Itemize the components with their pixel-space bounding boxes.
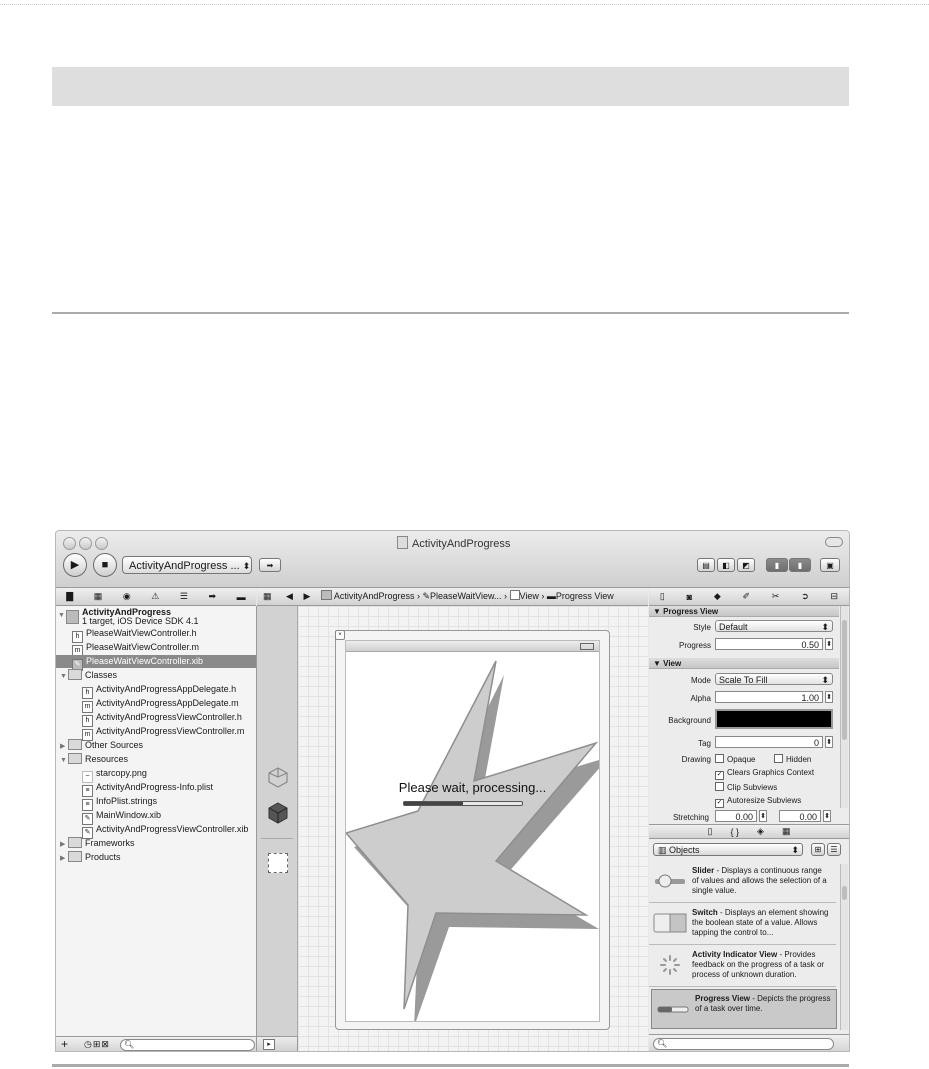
folder-icon[interactable]: ▇ [66,591,74,601]
list-item-selected[interactable]: ✎ PleaseWaitViewController.xib [56,655,256,668]
xib-crumb-icon: ✎ [422,591,430,601]
xib-file-icon: ✎ [72,659,83,671]
search-icon: 🔍︎ [657,1039,668,1048]
list-item[interactable]: ✎ MainWindow.xib [82,809,161,822]
standard-editor-button[interactable] [697,558,715,572]
spinner-thumbnail-icon [653,954,687,976]
folder-icon [68,739,82,750]
disclosure-closed-icon: ▶ [60,841,66,848]
file-template-icon[interactable]: ▯ [707,826,713,836]
version-editor-button[interactable] [737,558,755,572]
media-library-icon[interactable]: ▦ [781,826,791,836]
progress-value-field[interactable]: 0.50 [715,638,823,650]
bottom-rule [52,1064,849,1067]
list-item[interactable]: h ActivityAndProgressViewController.h [82,711,242,724]
battery-icon [580,643,594,650]
bindings-inspector-icon[interactable]: ⊟ [830,591,839,601]
progress-crumb-icon: ▬ [546,591,556,601]
library-scroll-knob[interactable] [842,886,847,900]
attributes-inspector-icon[interactable]: ✐ [742,591,751,601]
progress-stepper[interactable]: ⬍ [825,638,833,650]
group-row[interactable]: ▼ Classes [60,669,117,682]
strings-file-icon: ≡ [82,799,93,811]
warning-icon[interactable]: ⚠ [151,591,160,601]
project-subtitle: 1 target, iOS Device SDK 4.1 [82,616,199,626]
clip-subviews-checkbox[interactable]: Clip Subviews [715,782,777,792]
inspector-scrollbar[interactable] [840,606,848,808]
plist-file-icon: ≡ [82,785,93,797]
progress-label: Progress [678,641,711,650]
disclosure-open-icon: ▼ [60,757,67,764]
list-item[interactable]: ≡ InfoPlist.strings [82,795,157,808]
connections-inspector-icon[interactable]: ➲ [801,591,809,601]
forward-arrow-icon[interactable]: ▶ [303,591,311,601]
list-icon: ☰ [830,845,838,854]
utilities-area [649,588,849,1051]
style-popup[interactable]: Default ⬍ [715,620,833,632]
assistant-editor-button[interactable] [717,558,735,572]
navigator-selector-bar [56,588,256,606]
ib-canvas [298,606,648,1051]
library-filter-bar [649,1034,849,1052]
library-item-activity-indicator[interactable]: Activity Indicator View - Provides feedback on the progress of a task or process of unknown duration. [649,946,836,987]
library-item-switch[interactable]: Switch - Displays an element showing the boolean state of a value. Allows tapping the control to... [649,904,836,945]
list-item[interactable]: ~ starcopy.png [82,767,147,780]
xib-file-icon: ✎ [82,813,93,825]
progress-view-section-header[interactable]: ▼ Progress View [649,606,839,617]
device-screen [345,640,600,1022]
switch-thumbnail-icon [653,912,687,934]
breakpoint-icon: ➡ [266,561,274,570]
size-inspector-icon[interactable]: ✂ [771,591,780,601]
implementation-file-icon: m [82,701,93,713]
breadcrumb-progress-view[interactable]: Progress View [555,591,614,601]
project-doc-icon [397,536,408,549]
group-row[interactable]: ▶ Other Sources [60,739,143,752]
xcode-window [55,530,850,1052]
organizer-button[interactable] [820,558,840,572]
object-library-icon[interactable]: ◈ [757,826,764,836]
project-icon [66,610,79,624]
minimize-window-button[interactable] [79,537,92,550]
code-snippet-icon[interactable]: { } [730,826,740,837]
disclosure-closed-icon: ▶ [60,855,66,862]
popup-arrows-icon: ⬍ [821,675,829,685]
play-icon: ▶ [70,559,80,571]
view-crumb-icon [510,590,520,600]
filter-icons[interactable]: ◷⊞⊠ [84,1039,110,1049]
breakpoint-icon[interactable]: ➡ [208,591,217,601]
library-item-progress-view[interactable]: Progress View - Depicts the progress of a task over time. [651,989,837,1029]
view-object-icon[interactable] [268,853,288,873]
dotted-top-border [0,4,929,5]
library-selector-bar [649,824,849,839]
disclosure-open-icon: ▼ [58,612,65,619]
expand-dock-icon[interactable]: ▸ [263,1039,275,1050]
toolbar-toggle-button[interactable] [825,537,843,547]
opaque-checkbox[interactable]: Opaque [715,754,755,764]
project-crumb-icon [321,590,332,600]
folder-icon [68,753,82,764]
add-button[interactable]: + [61,1037,69,1051]
stretch-y-stepper[interactable]: ⬍ [823,810,831,822]
progress-bar[interactable] [403,801,523,806]
checkmark-icon: ✓ [716,799,723,806]
library-search-field[interactable] [653,1038,834,1050]
group-row[interactable]: ▶ Frameworks [60,837,135,850]
popup-arrows-icon: ⬍ [791,845,799,855]
stretch-x-field[interactable]: 0.00 [715,810,757,822]
project-name: ActivityAndProgress [82,607,172,617]
window-title: ActivityAndProgress [397,536,510,550]
utilities-view-toggle[interactable] [789,558,811,572]
library-scrollbar[interactable] [840,864,848,1030]
autoresize-subviews-checkbox[interactable]: ✓ Autoresize Subviews [716,796,802,806]
disclosure-open-icon: ▼ [60,673,67,680]
navigator-search-field[interactable] [120,1039,255,1051]
progress-fill [404,802,463,805]
group-row[interactable]: ▶ Products [60,851,121,864]
implementation-file-icon: m [72,645,83,657]
view-section-header[interactable]: ▼ View [649,658,839,669]
close-window-button[interactable] [63,537,76,550]
breadcrumb-xib[interactable]: PleaseWaitView... [430,591,502,601]
header-file-icon: h [82,687,93,699]
project-navigator [56,606,257,1036]
identity-inspector-icon[interactable]: ◆ [713,591,721,601]
list-item[interactable]: h PleaseWaitViewController.h [72,627,197,640]
run-button[interactable] [63,553,87,577]
drawing-label: Drawing [681,755,711,764]
mode-popup[interactable]: Scale To Fill ⬍ [715,673,833,685]
quick-help-icon[interactable]: ◙ [686,591,693,602]
stop-icon: ■ [101,559,109,571]
placeholder-cube-icon[interactable] [267,766,289,788]
tag-field[interactable]: 0 [715,736,823,748]
first-responder-cube-icon[interactable] [267,801,289,825]
library-filter-popup[interactable]: ▥ Objects ⬍ [653,843,803,856]
wait-message-label: Please wait, processing... [398,780,547,795]
alpha-stepper[interactable]: ⬍ [825,691,833,703]
ib-dock [257,606,298,1036]
list-item[interactable]: m PleaseWaitViewController.m [72,641,199,654]
objects-icon: ▥ [658,845,667,855]
right-panel-icon: ▮ [797,561,803,570]
folder-icon [68,669,82,680]
header-band [52,67,849,106]
list-icon[interactable]: ☰ [179,591,188,601]
disclosure-closed-icon: ▶ [60,743,66,750]
tag-label: Tag [698,739,711,748]
breadcrumb-project[interactable]: ActivityAndProgress [333,591,415,601]
grid-icon: ⊞ [814,845,822,854]
search-icon: 🔍︎ [124,1040,135,1049]
alpha-label: Alpha [690,694,711,703]
library-item-slider[interactable]: Slider - Displays a continuous range of values and allows the selection of a single value. [649,862,836,903]
zoom-window-button[interactable] [95,537,108,550]
inspector-selector-bar [649,588,849,606]
back-arrow-icon[interactable]: ◀ [286,591,293,601]
navigator-filter-bar [56,1036,257,1052]
list-item[interactable]: m ActivityAndProgressAppDelegate.m [82,697,239,710]
hidden-checkbox[interactable]: Hidden [774,754,811,764]
folder-icon [68,837,82,848]
file-inspector-icon[interactable]: ▯ [659,591,665,601]
background-label: Background [668,716,711,725]
checkmark-icon: ✓ [716,771,723,778]
list-item[interactable]: ✎ ActivityAndProgressViewController.xib [82,823,248,836]
icon-view-button[interactable] [811,843,825,856]
editor-assistant-icon: ◧ [722,561,730,570]
slider-thumbnail-icon [653,870,687,892]
progress-thumbnail-icon [656,998,690,1020]
image-file-icon: ~ [82,771,93,783]
background-color-well[interactable] [715,709,833,729]
header-file-icon: h [82,715,93,727]
style-label: Style [693,623,711,632]
list-item[interactable]: h ActivityAndProgressAppDelegate.h [82,683,236,696]
breakpoints-button[interactable] [259,558,281,572]
toolbar [56,531,849,588]
folder-icon [68,851,82,862]
view-frame[interactable] [335,630,610,1030]
navigator-view-toggle[interactable] [766,558,788,572]
jump-bar [257,588,648,606]
divider-rule [52,312,849,314]
star-image [346,651,599,1021]
list-item[interactable]: m ActivityAndProgressViewController.m [82,725,244,738]
group-row[interactable]: ▼ Resources [60,753,128,766]
breadcrumb: ActivityAndProgress › ✎PleaseWaitView... › View › ▬Progress View [321,591,614,601]
editor-version-icon: ◩ [742,561,750,570]
symbol-icon[interactable]: ▦ [93,591,103,601]
project-row[interactable] [58,606,199,626]
dock-separator [261,838,293,839]
xib-file-icon: ✎ [82,827,93,839]
close-icon[interactable]: × [335,630,345,640]
grid-icon[interactable]: ▦ [263,591,272,601]
search-icon[interactable]: ◉ [122,591,131,601]
alpha-field[interactable]: 1.00 [715,691,823,703]
list-item[interactable]: ≡ ActivityAndProgress-Info.plist [82,781,213,794]
stretch-x-stepper[interactable]: ⬍ [759,810,767,822]
breadcrumb-view[interactable]: View [519,591,539,601]
inspector-scroll-knob[interactable] [842,620,847,740]
dock-toggle-bar [257,1036,298,1052]
header-file-icon: h [72,631,83,643]
left-panel-icon: ▮ [774,561,780,570]
tag-stepper[interactable]: ⬍ [825,736,833,748]
scheme-popup[interactable]: ActivityAndProgress ... ⬍ [122,556,252,574]
mode-label: Mode [690,676,711,685]
stretching-label: Stretching [672,813,709,822]
list-view-button[interactable] [827,843,841,856]
stretch-y-field[interactable]: 0.00 [779,810,821,822]
popup-arrows-icon: ⬍ [821,622,829,632]
clears-graphics-checkbox[interactable]: ✓ Clears Graphics Context [716,768,815,778]
log-icon[interactable]: ▬ [236,591,246,602]
organizer-icon: ▣ [826,561,834,570]
stop-button[interactable] [93,553,117,577]
editor-standard-icon: ▤ [702,561,710,570]
implementation-file-icon: m [82,729,93,741]
